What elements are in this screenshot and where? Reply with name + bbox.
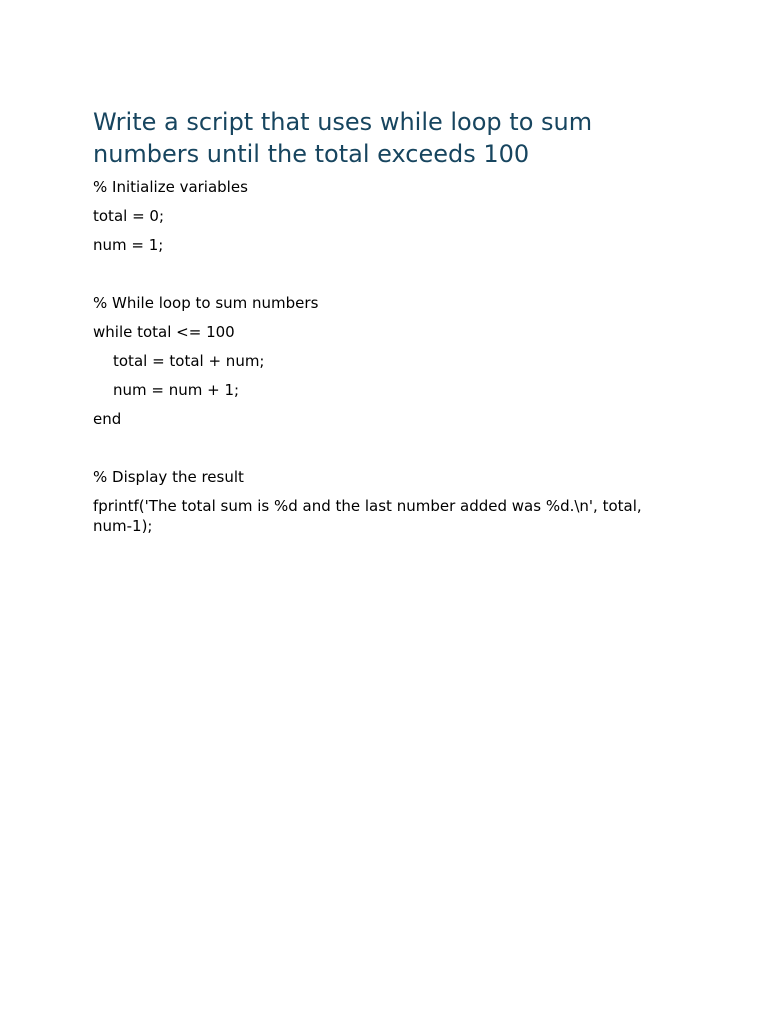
code-line-num-init: num = 1; bbox=[93, 236, 164, 254]
document-heading: Write a script that uses while loop to sum numbers until the total exceeds 100 bbox=[93, 108, 593, 168]
code-line-total-init: total = 0; bbox=[93, 207, 165, 225]
code-line-num-update: num = num + 1; bbox=[113, 381, 240, 399]
code-line-while: while total <= 100 bbox=[93, 323, 235, 341]
document-page bbox=[93, 106, 683, 536]
code-comment-initialize: % Initialize variables bbox=[93, 178, 248, 196]
code-line-fprintf: fprintf('The total sum is %d and the last number added was %d.\n', total, num-1); bbox=[93, 497, 647, 535]
code-comment-display: % Display the result bbox=[93, 468, 244, 486]
code-line-total-update: total = total + num; bbox=[113, 352, 265, 370]
code-comment-while-loop: % While loop to sum numbers bbox=[93, 294, 319, 312]
code-line-end: end bbox=[93, 410, 122, 428]
